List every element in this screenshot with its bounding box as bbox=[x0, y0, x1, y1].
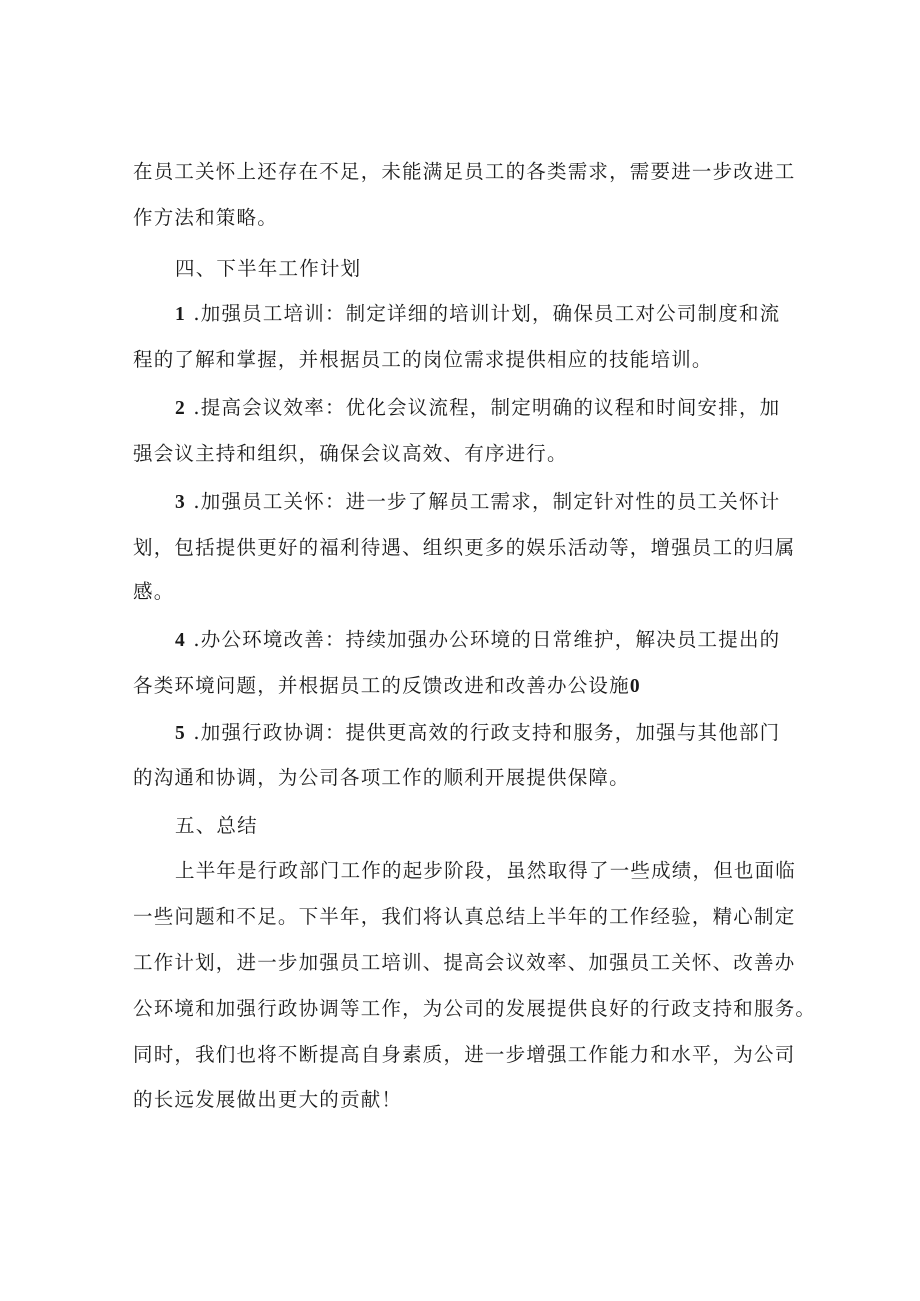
summary-line-5: 同时，我们也将不断提高自身素质，进一步增强工作能力和水平，为公司 bbox=[133, 1043, 796, 1066]
plan-item-5-text: .加强行政协调：提供更高效的行政支持和服务，加强与其他部门 bbox=[185, 721, 781, 744]
summary-line-3: 工作计划，进一步加强员工培训、提高会议效率、加强员工关怀、改善办 bbox=[133, 951, 796, 974]
plan-item-3-line2: 划，包括提供更好的福利待遇、组织更多的娱乐活动等，增强员工的归属 bbox=[133, 536, 796, 559]
summary-line-2: 一些问题和不足。下半年，我们将认真总结上半年的工作经验，精心制定 bbox=[133, 905, 796, 928]
plan-item-1-text: .加强员工培训：制定详细的培训计划，确保员工对公司制度和流 bbox=[185, 302, 781, 325]
paragraph-line: 在员工关怀上还存在不足，未能满足员工的各类需求，需要进一步改进工 bbox=[133, 160, 796, 183]
plan-item-3-text: .加强员工关怀：进一步了解员工需求，制定针对性的员工关怀计 bbox=[185, 490, 781, 513]
plan-item-2-line1 bbox=[175, 396, 780, 421]
section-heading-summary: 五、总结 bbox=[175, 814, 258, 837]
plan-item-4-line2 bbox=[133, 674, 641, 699]
plan-item-1-number: 1 bbox=[175, 304, 186, 325]
plan-item-3-line3: 感。 bbox=[133, 580, 175, 603]
summary-line-6: 的长远发展做出更大的贡献！ bbox=[133, 1088, 403, 1111]
plan-item-3-number: 3 bbox=[175, 492, 186, 513]
summary-line-4: 公环境和加强行政协调等工作，为公司的发展提供良好的行政支持和服务。 bbox=[133, 997, 817, 1020]
plan-item-4-line1 bbox=[175, 628, 780, 653]
plan-item-5-number: 5 bbox=[175, 723, 186, 744]
plan-item-4-line2-text: 各类环境问题，并根据员工的反馈改进和改善办公设施 bbox=[133, 674, 630, 697]
plan-item-1-line2: 程的了解和掌握，并根据员工的岗位需求提供相应的技能培训。 bbox=[133, 348, 713, 371]
plan-item-3-line1 bbox=[175, 490, 780, 515]
plan-item-2-line2: 强会议主持和组织，确保会议高效、有序进行。 bbox=[133, 442, 568, 465]
paragraph-line: 作方法和策略。 bbox=[133, 206, 278, 229]
plan-item-2-number: 2 bbox=[175, 398, 186, 419]
plan-item-5-line1 bbox=[175, 721, 780, 746]
summary-line-1: 上半年是行政部门工作的起步阶段，虽然取得了一些成绩，但也面临 bbox=[175, 859, 797, 882]
plan-item-4-text: .办公环境改善：持续加强办公环境的日常维护，解决员工提出的 bbox=[185, 628, 781, 651]
plan-item-1-line1 bbox=[175, 302, 780, 327]
section-heading-plan: 四、下半年工作计划 bbox=[175, 257, 362, 280]
plan-item-5-line2: 的沟通和协调，为公司各项工作的顺利开展提供保障。 bbox=[133, 766, 630, 789]
plan-item-2-text: .提高会议效率：优化会议流程，制定明确的议程和时间安排，加 bbox=[185, 396, 781, 419]
plan-item-4-number: 4 bbox=[175, 630, 186, 651]
plan-item-4-line2-tail: 0 bbox=[629, 676, 641, 697]
